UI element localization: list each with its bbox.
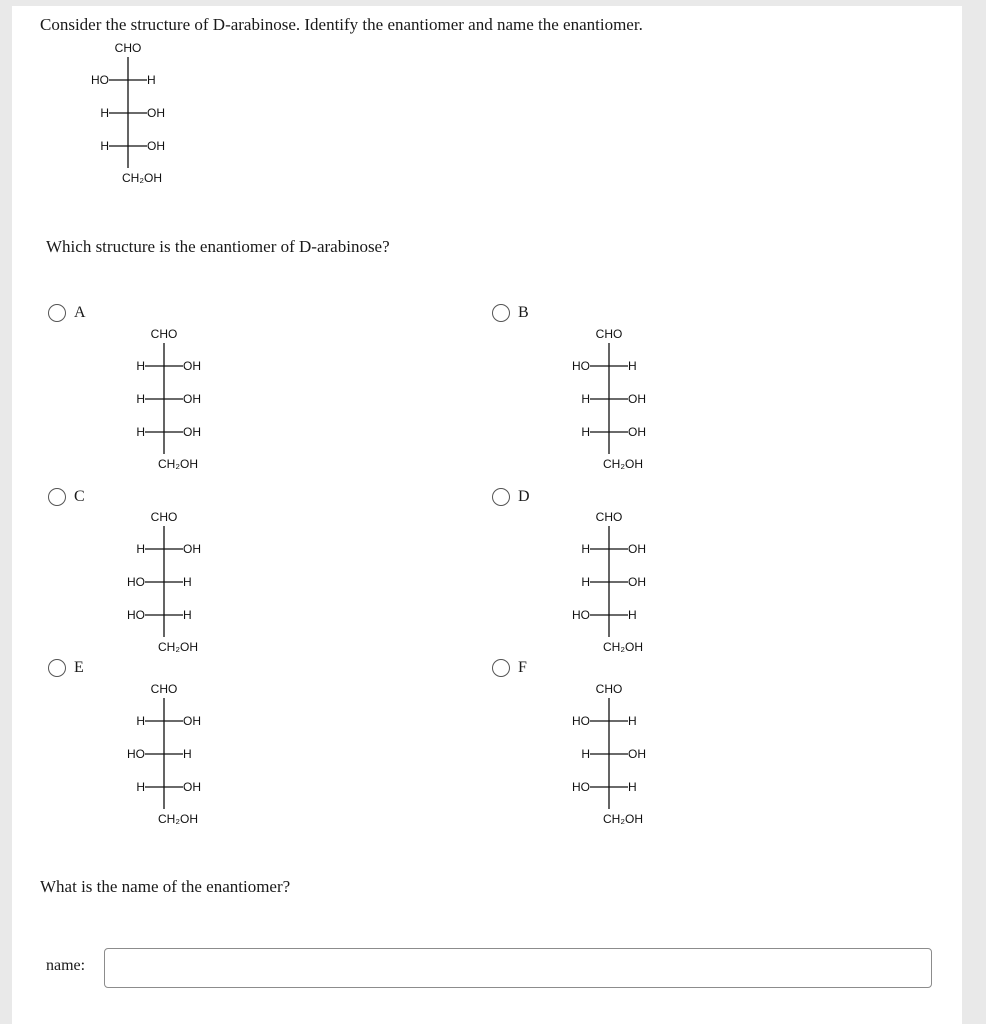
right-substituent: H: [183, 747, 192, 761]
fischer-projection-e: [116, 679, 226, 839]
option-label-d: D: [518, 488, 530, 505]
left-substituent: H: [136, 425, 145, 439]
bottom-group-label: CH₂OH: [603, 640, 643, 654]
option-label-f: F: [518, 659, 527, 676]
right-substituent: OH: [183, 359, 201, 373]
left-substituent: HO: [127, 608, 145, 622]
top-group-label: CHO: [595, 682, 623, 696]
top-group-label: CHO: [150, 510, 178, 524]
fischer-projection-b: [561, 324, 671, 484]
top-group-label: CHO: [150, 682, 178, 696]
left-substituent: H: [581, 542, 590, 556]
bottom-group-label: CH₂OH: [122, 171, 162, 185]
name-question: What is the name of the enantiomer?: [40, 877, 291, 896]
bottom-group-label: CH₂OH: [158, 812, 198, 826]
left-substituent: H: [581, 575, 590, 589]
right-substituent: OH: [183, 542, 201, 556]
left-substituent: H: [100, 106, 109, 120]
radio-button-f[interactable]: [492, 659, 510, 677]
bottom-group-label: CH₂OH: [158, 457, 198, 471]
right-substituent: OH: [628, 392, 646, 406]
left-substituent: HO: [572, 714, 590, 728]
fischer-projection-given: [80, 38, 190, 198]
right-substituent: OH: [628, 575, 646, 589]
right-substituent: OH: [628, 747, 646, 761]
left-substituent: HO: [572, 359, 590, 373]
left-substituent: H: [581, 392, 590, 406]
enantiomer-question: Which structure is the enantiomer of D-arabinose?: [46, 237, 390, 256]
right-substituent: OH: [147, 106, 165, 120]
right-substituent: H: [183, 575, 192, 589]
bottom-group-label: CH₂OH: [603, 457, 643, 471]
left-substituent: HO: [91, 73, 109, 87]
option-b[interactable]: [492, 304, 529, 322]
fischer-projection-d: [561, 507, 671, 667]
right-substituent: H: [183, 608, 192, 622]
right-substituent: OH: [183, 392, 201, 406]
radio-button-d[interactable]: [492, 488, 510, 506]
right-substituent: OH: [183, 780, 201, 794]
top-group-label: CHO: [595, 327, 623, 341]
fischer-projection-a: [116, 324, 226, 484]
radio-button-e[interactable]: [48, 659, 66, 677]
fischer-projection-f: [561, 679, 671, 839]
left-substituent: HO: [127, 575, 145, 589]
top-group-label: CHO: [150, 327, 178, 341]
left-substituent: H: [136, 542, 145, 556]
right-substituent: H: [628, 780, 637, 794]
radio-button-a[interactable]: [48, 304, 66, 322]
right-substituent: H: [628, 714, 637, 728]
left-substituent: HO: [572, 608, 590, 622]
name-label: name:: [46, 957, 86, 974]
right-substituent: OH: [628, 542, 646, 556]
option-c[interactable]: [48, 488, 85, 506]
right-substituent: OH: [628, 425, 646, 439]
option-label-e: E: [74, 659, 84, 676]
question-title: Consider the structure of D-arabinose. Identify the enantiomer and name the enantiomer.: [40, 15, 643, 34]
left-substituent: H: [581, 425, 590, 439]
name-input[interactable]: [104, 948, 932, 988]
right-substituent: H: [147, 73, 156, 87]
top-group-label: CHO: [114, 41, 142, 55]
left-substituent: HO: [127, 747, 145, 761]
option-label-c: C: [74, 488, 85, 505]
bottom-group-label: CH₂OH: [603, 812, 643, 826]
left-substituent: H: [100, 139, 109, 153]
bottom-group-label: CH₂OH: [158, 640, 198, 654]
right-substituent: H: [628, 608, 637, 622]
radio-button-c[interactable]: [48, 488, 66, 506]
option-label-a: A: [74, 304, 86, 321]
left-substituent: H: [136, 392, 145, 406]
left-substituent: H: [136, 714, 145, 728]
option-label-b: B: [518, 304, 529, 321]
left-substituent: H: [136, 780, 145, 794]
left-substituent: H: [136, 359, 145, 373]
right-substituent: OH: [183, 425, 201, 439]
left-substituent: H: [581, 747, 590, 761]
option-a[interactable]: [48, 304, 86, 322]
option-f[interactable]: [492, 659, 527, 677]
radio-button-b[interactable]: [492, 304, 510, 322]
left-substituent: HO: [572, 780, 590, 794]
right-substituent: OH: [183, 714, 201, 728]
fischer-projection-c: [116, 507, 226, 667]
right-substituent: OH: [147, 139, 165, 153]
option-e[interactable]: [48, 659, 84, 677]
top-group-label: CHO: [595, 510, 623, 524]
right-substituent: H: [628, 359, 637, 373]
option-d[interactable]: [492, 488, 530, 506]
